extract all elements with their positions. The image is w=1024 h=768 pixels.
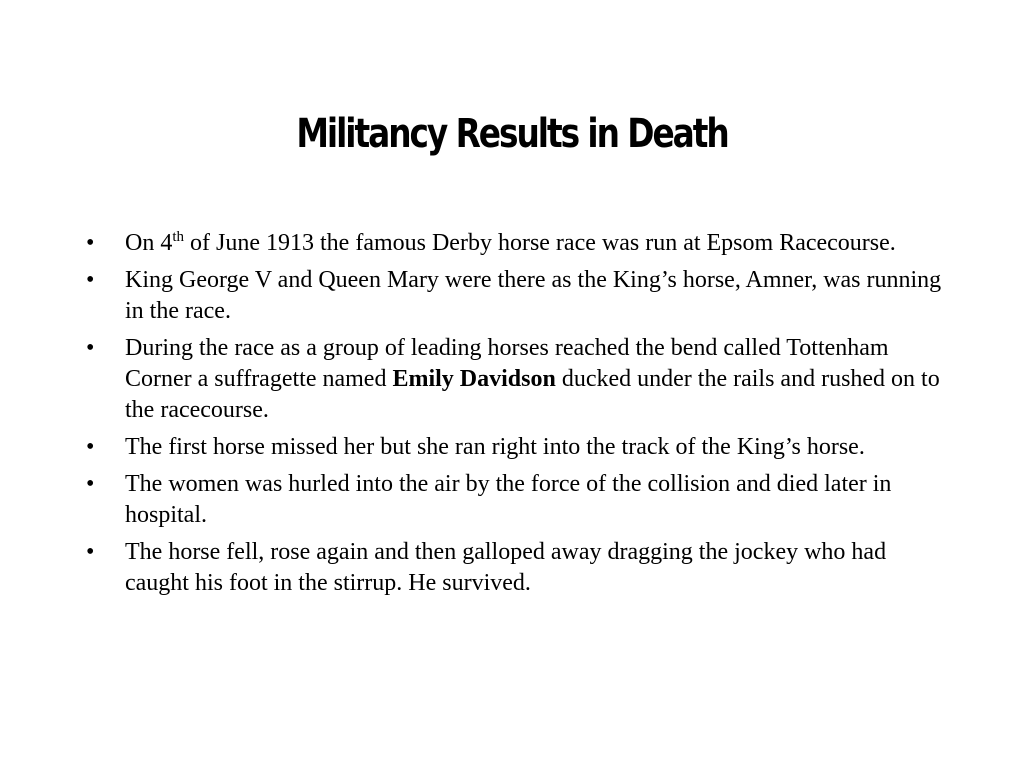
bullet-text: The first horse missed her but she ran right into the track of the King’s horse. bbox=[125, 434, 865, 460]
bullet-text-part: of June 1913 the famous Derby horse race was run at Epsom Racecourse. bbox=[184, 230, 896, 256]
bullet-icon: • bbox=[86, 471, 95, 497]
bullet-item-6 bbox=[86, 537, 946, 599]
bullet-icon: • bbox=[86, 267, 95, 293]
highlighted-name: Emily Davidson bbox=[392, 366, 556, 392]
bullet-icon: • bbox=[86, 230, 95, 256]
slide-title: Militancy Results in Death bbox=[296, 111, 728, 157]
bullet-icon: • bbox=[86, 335, 95, 361]
bullet-text-part: During the race as a group of leading horses reached the bend called Tottenham Corner a suffragette named bbox=[125, 335, 889, 392]
bullet-item-1 bbox=[86, 228, 946, 259]
bullet-item-4 bbox=[86, 432, 946, 463]
bullet-list bbox=[86, 228, 946, 605]
bullet-text: King George V and Queen Mary were there as the King’s horse, Amner, was running in the race. bbox=[125, 267, 942, 324]
bullet-item-3 bbox=[86, 333, 946, 426]
bullet-text: The women was hurled into the air by the force of the collision and died later in hospital. bbox=[125, 471, 892, 528]
bullet-icon: • bbox=[86, 539, 95, 565]
bullet-text: The horse fell, rose again and then galloped away dragging the jockey who had caught his foot in the stirrup. He survived. bbox=[125, 539, 887, 596]
bullet-text-part: On 4 bbox=[125, 230, 173, 256]
ordinal-suffix: th bbox=[172, 229, 185, 245]
bullet-text-part: ducked under the rails and rushed on to the racecourse. bbox=[125, 366, 940, 423]
bullet-item-2 bbox=[86, 265, 946, 327]
bullet-item-5 bbox=[86, 469, 946, 531]
bullet-icon: • bbox=[86, 434, 95, 460]
